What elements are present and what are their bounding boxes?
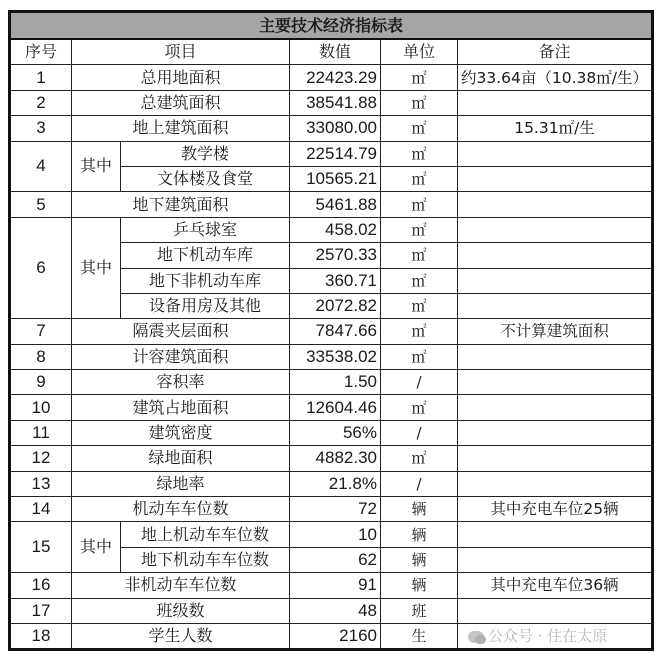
item-value: 4882.30 <box>290 446 381 471</box>
item-remark: 15.31㎡/生 <box>458 116 653 141</box>
row-number: 18 <box>10 623 72 649</box>
item-unit: ㎡ <box>381 192 458 217</box>
item-remark <box>458 547 653 572</box>
watermark-text: 公众号 · 住在太原 <box>488 627 608 645</box>
item-value: 21.8% <box>290 471 381 496</box>
item-name: 非机动车车位数 <box>72 573 290 598</box>
item-name: 总用地面积 <box>72 65 290 90</box>
item-name: 地上建筑面积 <box>72 116 290 141</box>
item-name: 地下非机动车库 <box>121 268 290 293</box>
item-unit: ㎡ <box>381 293 458 318</box>
header-remark: 备注 <box>458 39 653 65</box>
item-name: 绿地面积 <box>72 446 290 471</box>
item-remark: 其中充电车位36辆 <box>458 573 653 598</box>
item-value: 72 <box>290 497 381 522</box>
item-remark: 不计算建筑面积 <box>458 319 653 344</box>
item-name: 地下机动车库 <box>121 243 290 268</box>
table-row <box>10 192 653 217</box>
item-unit: ㎡ <box>381 90 458 115</box>
item-remark <box>458 344 653 369</box>
item-name: 班级数 <box>72 598 290 623</box>
item-unit: ㎡ <box>381 116 458 141</box>
item-value: 22514.79 <box>290 141 381 166</box>
table-row <box>10 522 653 547</box>
item-unit: 辆 <box>381 522 458 547</box>
item-remark <box>458 192 653 217</box>
row-number: 2 <box>10 90 72 115</box>
row-number: 12 <box>10 446 72 471</box>
item-remark <box>458 90 653 115</box>
sub-group-label: 其中 <box>72 141 121 192</box>
item-value: 12604.46 <box>290 395 381 420</box>
item-value: 38541.88 <box>290 90 381 115</box>
item-unit: ㎡ <box>381 395 458 420</box>
item-unit: ㎡ <box>381 141 458 166</box>
table-row <box>10 319 653 344</box>
row-number: 16 <box>10 573 72 598</box>
item-remark <box>458 522 653 547</box>
item-name: 总建筑面积 <box>72 90 290 115</box>
item-unit: ㎡ <box>381 217 458 242</box>
row-number: 9 <box>10 370 72 395</box>
watermark <box>468 625 607 646</box>
item-name: 绿地率 <box>72 471 290 496</box>
row-number: 3 <box>10 116 72 141</box>
item-remark <box>458 471 653 496</box>
row-number: 10 <box>10 395 72 420</box>
item-value: 2160 <box>290 623 381 649</box>
item-remark: 其中充电车位25辆 <box>458 497 653 522</box>
item-remark <box>458 141 653 166</box>
item-name: 计容建筑面积 <box>72 344 290 369</box>
item-name: 隔震夹层面积 <box>72 319 290 344</box>
item-value: 62 <box>290 547 381 572</box>
item-unit: / <box>381 471 458 496</box>
item-name: 文体楼及食堂 <box>121 166 290 191</box>
header-unit: 单位 <box>381 39 458 65</box>
table-row <box>10 420 653 445</box>
item-name: 设备用房及其他 <box>121 293 290 318</box>
item-unit: ㎡ <box>381 166 458 191</box>
item-unit: 班 <box>381 598 458 623</box>
item-name: 容积率 <box>72 370 290 395</box>
table-row <box>10 446 653 471</box>
row-number: 14 <box>10 497 72 522</box>
item-remark <box>458 395 653 420</box>
item-unit: / <box>381 370 458 395</box>
item-name: 建筑密度 <box>72 420 290 445</box>
item-name: 地下机动车车位数 <box>121 547 290 572</box>
row-number: 4 <box>10 141 72 192</box>
table-row <box>10 370 653 395</box>
item-name: 地下建筑面积 <box>72 192 290 217</box>
table-row <box>10 116 653 141</box>
row-number: 13 <box>10 471 72 496</box>
table-row <box>10 141 653 166</box>
row-number: 5 <box>10 192 72 217</box>
header-value: 数值 <box>290 39 381 65</box>
item-remark <box>458 370 653 395</box>
item-name: 机动车车位数 <box>72 497 290 522</box>
item-unit: ㎡ <box>381 319 458 344</box>
item-value: 91 <box>290 573 381 598</box>
item-value: 7847.66 <box>290 319 381 344</box>
item-unit: ㎡ <box>381 243 458 268</box>
item-remark <box>458 217 653 242</box>
table-row <box>10 344 653 369</box>
wechat-icon <box>468 631 484 643</box>
item-name: 乒乓球室 <box>121 217 290 242</box>
row-number: 7 <box>10 319 72 344</box>
sub-group-label: 其中 <box>72 522 121 573</box>
item-unit: ㎡ <box>381 446 458 471</box>
item-value: 458.02 <box>290 217 381 242</box>
item-remark <box>458 166 653 191</box>
item-unit: 辆 <box>381 547 458 572</box>
item-unit: ㎡ <box>381 65 458 90</box>
item-remark <box>458 293 653 318</box>
item-value: 33538.02 <box>290 344 381 369</box>
row-number: 17 <box>10 598 72 623</box>
item-unit: 生 <box>381 623 458 649</box>
item-value: 5461.88 <box>290 192 381 217</box>
table-row <box>10 65 653 90</box>
row-number: 15 <box>10 522 72 573</box>
header-row <box>10 39 653 65</box>
item-value: 22423.29 <box>290 65 381 90</box>
item-name: 学生人数 <box>72 623 290 649</box>
item-value: 56% <box>290 420 381 445</box>
item-unit: 辆 <box>381 573 458 598</box>
item-unit: ㎡ <box>381 344 458 369</box>
item-value: 2072.82 <box>290 293 381 318</box>
item-value: 10 <box>290 522 381 547</box>
item-value: 33080.00 <box>290 116 381 141</box>
row-number: 6 <box>10 217 72 319</box>
item-remark <box>458 243 653 268</box>
row-number: 1 <box>10 65 72 90</box>
item-remark <box>458 598 653 623</box>
table-title: 主要技术经济指标表 <box>10 12 653 40</box>
item-name: 教学楼 <box>121 141 290 166</box>
item-unit: / <box>381 420 458 445</box>
item-value: 2570.33 <box>290 243 381 268</box>
table-row <box>10 217 653 242</box>
table-row <box>10 90 653 115</box>
item-remark: 约33.64亩（10.38㎡/生） <box>458 65 653 90</box>
header-no: 序号 <box>10 39 72 65</box>
header-item: 项目 <box>72 39 290 65</box>
table-row <box>10 598 653 623</box>
item-name: 建筑占地面积 <box>72 395 290 420</box>
row-number: 11 <box>10 420 72 445</box>
item-value: 10565.21 <box>290 166 381 191</box>
item-value: 1.50 <box>290 370 381 395</box>
row-number: 8 <box>10 344 72 369</box>
table-row <box>10 471 653 496</box>
item-name: 地上机动车车位数 <box>121 522 290 547</box>
item-unit: 辆 <box>381 497 458 522</box>
item-remark <box>458 420 653 445</box>
table-row <box>10 497 653 522</box>
item-value: 48 <box>290 598 381 623</box>
item-value: 360.71 <box>290 268 381 293</box>
item-remark <box>458 446 653 471</box>
tech-econ-indicator-table <box>8 10 654 651</box>
table-row <box>10 395 653 420</box>
item-unit: ㎡ <box>381 268 458 293</box>
item-remark <box>458 268 653 293</box>
table-row <box>10 573 653 598</box>
sub-group-label: 其中 <box>72 217 121 319</box>
